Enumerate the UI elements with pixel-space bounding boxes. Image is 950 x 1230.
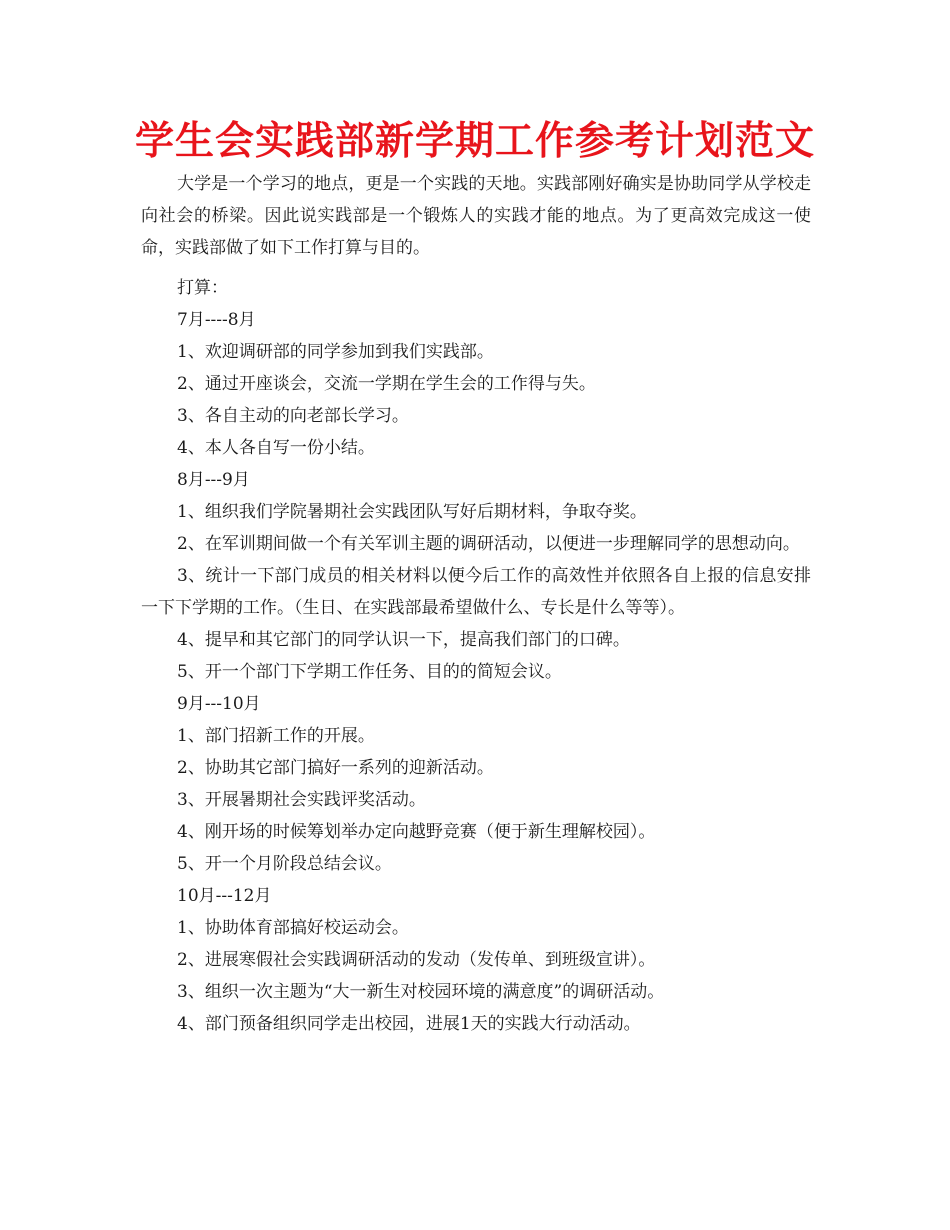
list-item: 4、部门预备组织同学走出校园，进展1天的实践大行动活动。	[177, 1014, 641, 1034]
list-item: 3、组织一次主题为“大一新生对校园环境的满意度”的调研活动。	[177, 982, 665, 1002]
period-heading: 8月---9月	[177, 470, 250, 490]
period-heading: 7月----8月	[177, 310, 256, 330]
list-item: 4、刚开场的时候筹划举办定向越野竞赛（便于新生理解校园）。	[177, 822, 656, 842]
list-item: 2、通过开座谈会，交流一学期在学生会的工作得与失。	[177, 374, 596, 394]
intro-paragraph: 大学是一个学习的地点，更是一个实践的天地。实践部刚好确实是协助同学从学校走向社会的桥梁。因此说实践部是一个锻炼人的实践才能的地点。为了更高效完成这一使命，实践部做了如下工作打算与目的。	[141, 174, 811, 258]
list-item: 3、开展暑期社会实践评奖活动。	[177, 790, 426, 810]
list-item: 1、部门招新工作的开展。	[177, 726, 375, 746]
period-heading: 9月---10月	[177, 694, 261, 714]
list-item: 4、本人各自写一份小结。	[177, 438, 375, 458]
period-heading: 10月---12月	[177, 886, 272, 906]
list-item: 1、欢迎调研部的同学参加到我们实践部。	[177, 342, 494, 362]
list-item: 5、开一个月阶段总结会议。	[177, 854, 392, 874]
list-item: 2、在军训期间做一个有关军训主题的调研活动，以便进一步理解同学的思想动向。	[177, 534, 800, 554]
list-item: 4、提早和其它部门的同学认识一下，提高我们部门的口碑。	[177, 630, 630, 650]
document-body	[141, 168, 811, 1040]
list-item: 3、各自主动的向老部长学习。	[177, 406, 409, 426]
plan-label: 打算：	[177, 278, 228, 298]
list-item: 3、统计一下部门成员的相关材料以便今后工作的高效性并依照各自上报的信息安排一下下学期的工作。（生日、在实践部最希望做什么、专长是什么等等）。	[141, 566, 811, 618]
list-item: 5、开一个部门下学期工作任务、目的的简短会议。	[177, 662, 562, 682]
document-title: 学生会实践部新学期工作参考计划范文	[134, 119, 815, 164]
list-item: 1、组织我们学院暑期社会实践团队写好后期材料，争取夺奖。	[177, 502, 647, 522]
list-item: 1、协助体育部搞好校运动会。	[177, 918, 409, 938]
list-item: 2、进展寒假社会实践调研活动的发动（发传单、到班级宣讲）。	[177, 950, 656, 970]
list-item: 2、协助其它部门搞好一系列的迎新活动。	[177, 758, 494, 778]
